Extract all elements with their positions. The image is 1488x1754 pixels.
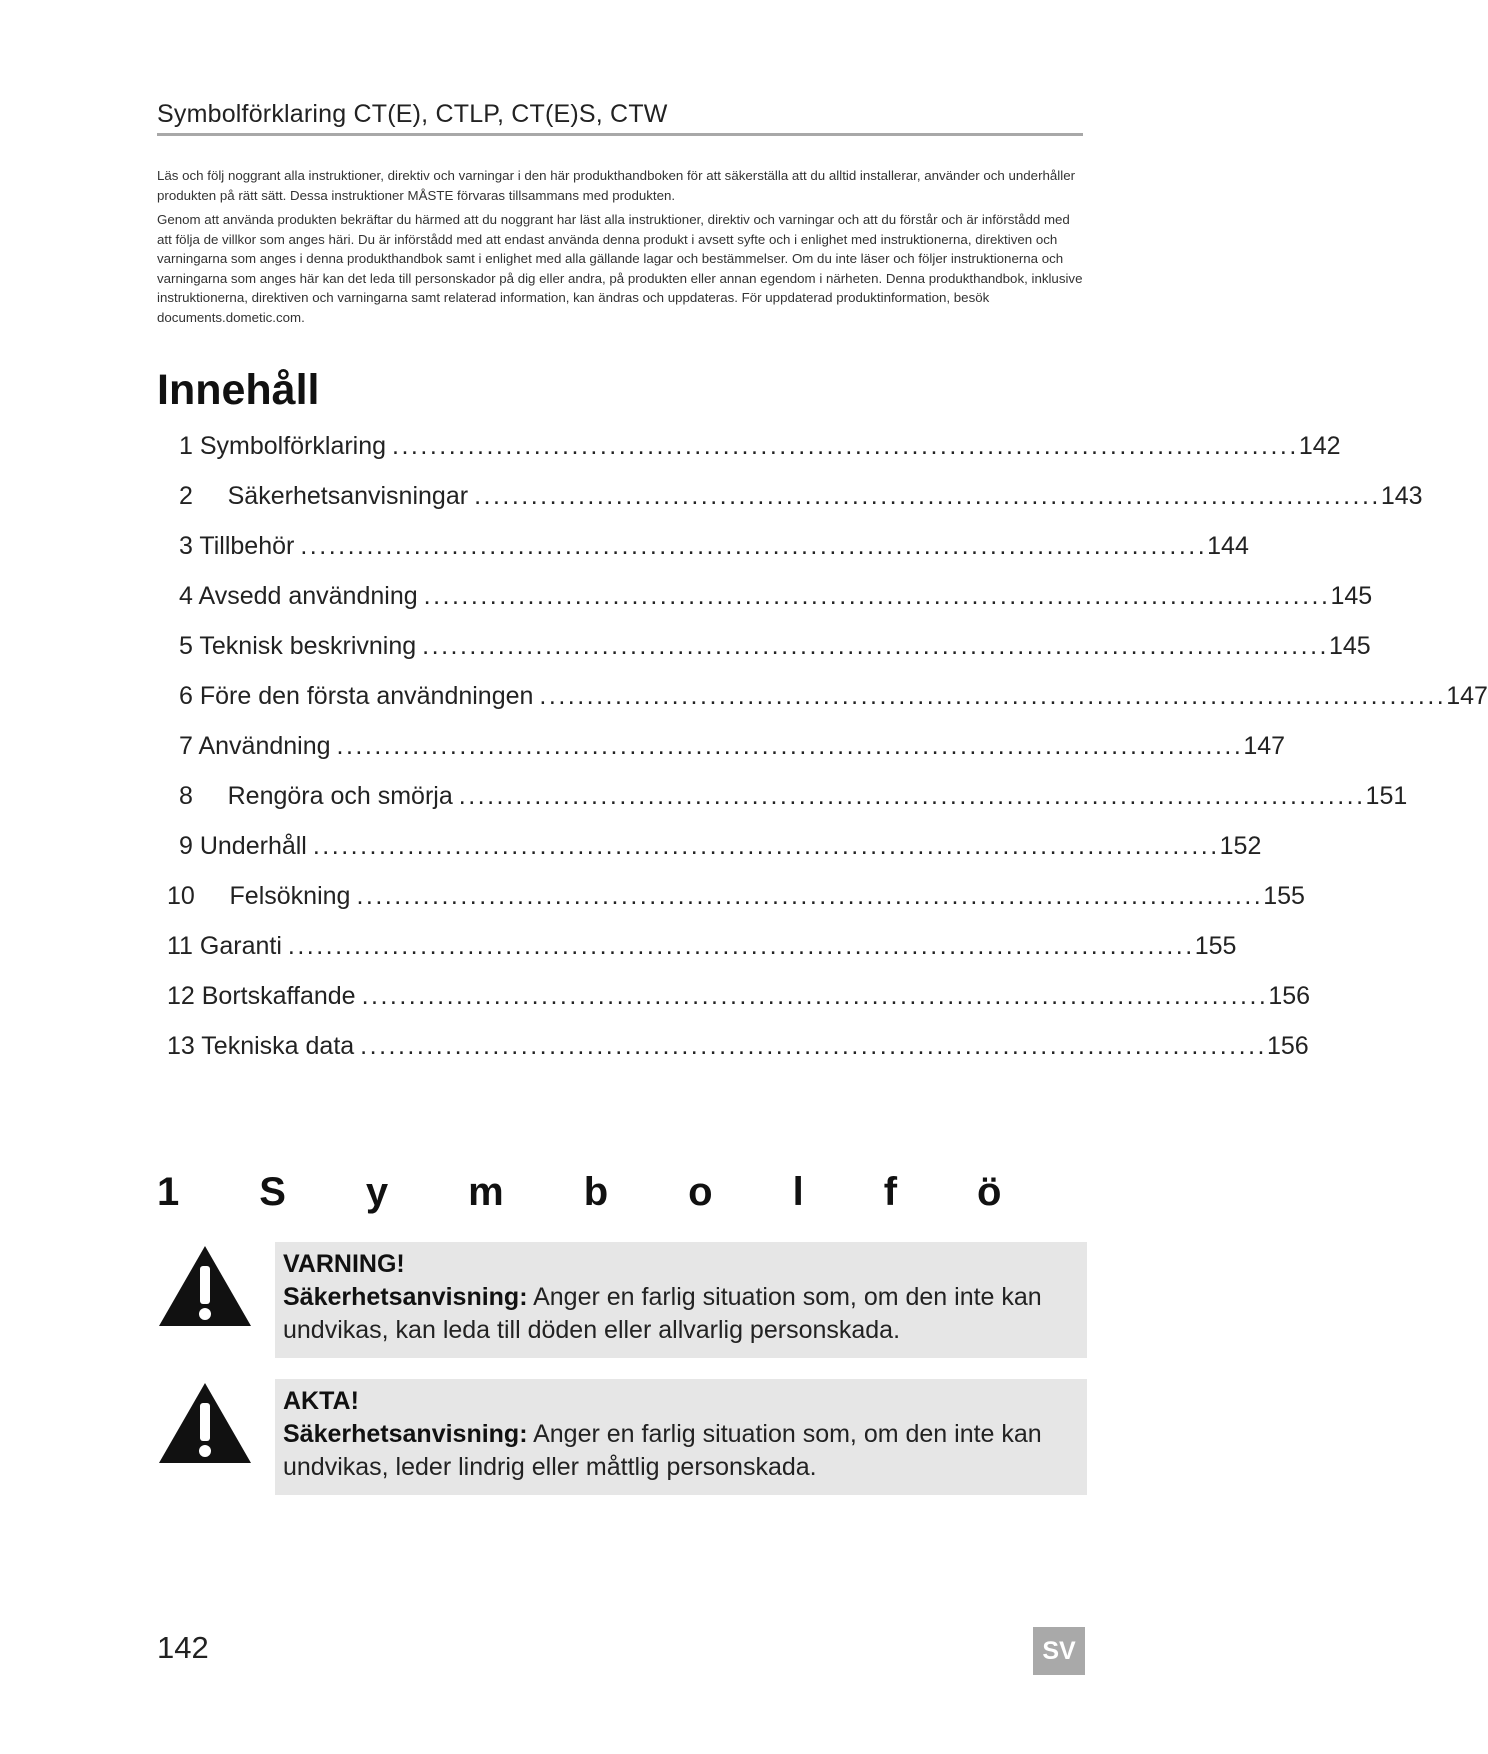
caution-triangle-icon	[157, 1381, 253, 1465]
toc-entry-label: 5 Teknisk beskrivning	[179, 632, 417, 660]
toc-entry-label: 9 Underhåll	[179, 832, 307, 860]
toc-leader-dots: ................................................................................................	[356, 882, 1264, 910]
caution-prefix: Säkerhetsanvisning:	[283, 1420, 528, 1448]
toc-entry-label: 7 Användning	[179, 732, 331, 760]
intro-text	[157, 166, 1087, 332]
toc-leader-dots: ................................................................................................	[458, 782, 1366, 810]
toc-entry-10[interactable]	[167, 882, 1305, 918]
toc-title: Innehåll	[157, 366, 320, 414]
toc-entry-label: 4 Avsedd användning	[179, 582, 418, 610]
toc-entry-label: 13 Tekniska data	[167, 1032, 355, 1060]
toc-entry-page: 144	[1207, 532, 1249, 560]
toc-leader-dots: ................................................................................................	[474, 482, 1381, 510]
toc-leader-dots: ................................................................................................	[539, 682, 1447, 710]
intro-paragraph-2: Genom att använda produkten bekräftar du härmed att du noggrant har läst alla instruktioner, direktiv och varningar och att du förstår och är införstådd med att följa de villkor som anges häri. Du är införstådd med att endast använda denna produkt i avsett syfte och i enlighet med instruktionerna, direktiven och varningarna som anges i denna produkthandbok samt i enlighet med alla gällande lagar och bestämmelser. Om du inte läser och följer instruktionerna och varningarna som anges här kan det leda till personskador på dig eller andra, på produkten eller annan egendom i närheten. Denna produkthandbok, inklusive instruktionerna, direktiven och varningarna samt relaterad information, kan ändras och uppdateras. För uppdaterad produktinformation, besök documents.dometic.com.	[157, 212, 1083, 325]
toc-entry-label: 1 Symbolförklaring	[179, 432, 387, 460]
page-number: 142	[157, 1630, 209, 1665]
toc-entry-page: 143	[1380, 482, 1423, 510]
toc-entry-page: 147	[1243, 732, 1286, 760]
toc-entry-8[interactable]	[179, 782, 1408, 818]
toc-entry-label: 3 Tillbehör	[179, 532, 295, 560]
toc-entry-11[interactable]	[167, 932, 1237, 968]
toc-leader-dots: ................................................................................................	[422, 632, 1329, 660]
toc-leader-dots: ................................................................................................	[360, 1032, 1267, 1060]
toc-leader-dots: ................................................................................................	[336, 732, 1244, 760]
toc-entry-page: 142	[1298, 432, 1341, 460]
running-header: Symbolförklaring CT(E), CTLP, CT(E)S, CTW	[157, 100, 1083, 136]
warning-box	[275, 1242, 1087, 1358]
toc-leader-dots: ................................................................................................	[361, 982, 1269, 1010]
toc-entry-12[interactable]	[167, 982, 1311, 1018]
toc-entry-page: 147	[1446, 682, 1488, 710]
toc-entry-13[interactable]	[167, 1032, 1309, 1068]
toc-entry-label: 11 Garanti	[167, 932, 282, 960]
toc-entry-label: 8 Rengöra och smörja	[179, 782, 453, 810]
toc-entry-page: 145	[1330, 582, 1373, 610]
toc-entry-6[interactable]	[179, 682, 1488, 718]
toc-leader-dots: ................................................................................................	[300, 532, 1208, 560]
toc-entry-page: 156	[1266, 1032, 1309, 1060]
toc-entry-label: 10 Felsökning	[167, 882, 351, 910]
section-heading: 1Symbolfö	[157, 1170, 1082, 1214]
toc-leader-dots: ................................................................................................	[392, 432, 1299, 460]
toc-entry-5[interactable]	[179, 632, 1371, 668]
toc-entry-page: 152	[1219, 832, 1262, 860]
toc-entry-label: 6 Före den första användningen	[179, 682, 534, 710]
toc-entry-page: 155	[1263, 882, 1305, 910]
toc-entry-1[interactable]	[179, 432, 1341, 468]
toc-entry-2[interactable]	[179, 482, 1423, 518]
toc-entry-7[interactable]	[179, 732, 1286, 768]
toc-entry-9[interactable]	[179, 832, 1262, 868]
toc-leader-dots: ................................................................................................	[287, 932, 1195, 960]
caution-notice	[157, 1379, 1087, 1495]
toc-entry-4[interactable]	[179, 582, 1373, 618]
toc-entry-page: 151	[1365, 782, 1408, 810]
warning-triangle-icon	[157, 1244, 253, 1328]
caution-label: AKTA!	[283, 1387, 359, 1415]
warning-notice	[157, 1242, 1087, 1358]
intro-paragraph-1: Läs och följ noggrant alla instruktioner, direktiv och varningar i den här produkthandboken för att säkerställa att du alltid installerar, använder och underhåller produkten på rätt sätt. Dessa instruktioner MÅSTE förvaras tillsammans med produkten.	[157, 168, 1076, 203]
warning-prefix: Säkerhetsanvisning:	[283, 1283, 528, 1311]
toc-entry-3[interactable]	[179, 532, 1249, 568]
caution-box	[275, 1379, 1087, 1495]
toc-entry-page: 156	[1268, 982, 1311, 1010]
toc-entry-label: 12 Bortskaffande	[167, 982, 356, 1010]
toc-entry-label: 2 Säkerhetsanvisningar	[179, 482, 469, 510]
warning-text: Anger en farlig situation som, om den inte kan undvikas, kan leda till döden eller allvarlig personskada.	[283, 1283, 1042, 1344]
toc-entry-page: 145	[1328, 632, 1371, 660]
toc-leader-dots: ................................................................................................	[423, 582, 1331, 610]
caution-text: Anger en farlig situation som, om den inte kan undvikas, leder lindrig eller måttlig personskada.	[283, 1420, 1042, 1481]
toc-entry-page: 155	[1194, 932, 1237, 960]
toc-leader-dots: ................................................................................................	[312, 832, 1220, 860]
language-badge: SV	[1033, 1627, 1085, 1675]
warning-label: VARNING!	[283, 1250, 405, 1278]
